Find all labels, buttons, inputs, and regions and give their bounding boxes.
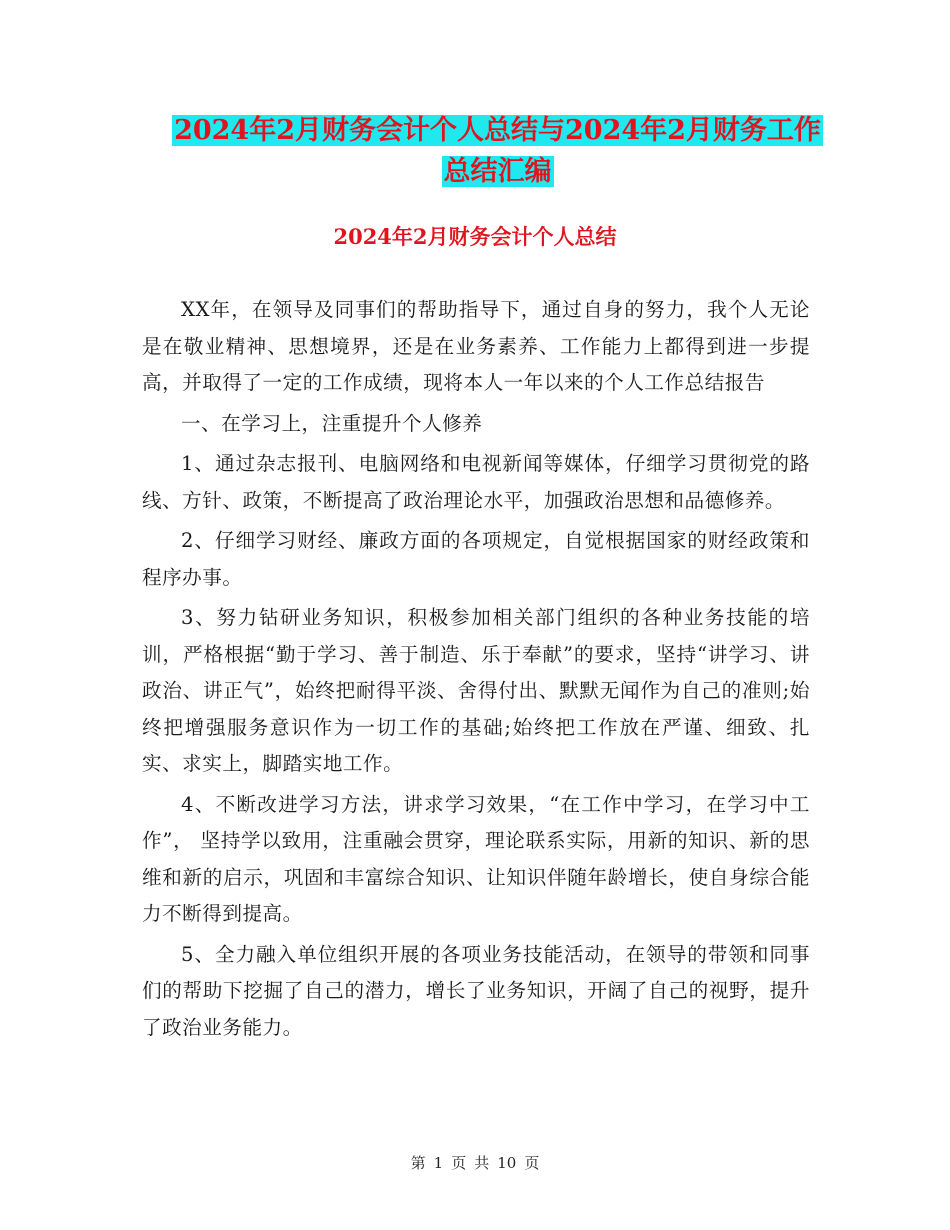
- title-line-1: 2024年2月财务会计个人总结与2024年2月财务工作: [174, 115, 821, 146]
- document-body: [142, 292, 810, 1050]
- paragraph-intro: XX年，在领导及同事们的帮助指导下，通过自身的努力，我个人无论是在敬业精神、思想境界，还是在业务素养、工作能力上都得到进一步提高，并取得了一定的工作成绩，现将本人一年以来的个人工作总结报告: [142, 298, 810, 394]
- footer-total-pages: 10: [497, 1154, 517, 1172]
- page-footer: [0, 1152, 950, 1173]
- paragraph-item-1: 1、通过杂志报刊、电脑网络和电视新闻等媒体，仔细学习贯彻党的路线、方针、政策，不断提高了政治理论水平，加强政治思想和品德修养。: [142, 452, 810, 512]
- footer-label-total: 共: [474, 1154, 490, 1172]
- title-line-2: 总结汇编: [443, 156, 552, 187]
- footer-label-of: 页: [451, 1154, 467, 1172]
- paragraph-item-3: 3、努力钻研业务知识，积极参加相关部门组织的各种业务技能的培训，严格根据“勤于学习、善于制造、乐于奉献”的要求，坚持“讲学习、讲政治、讲正气”，始终把耐得平淡、舍得付出、默默无闻作为自己的准则;始终把增强服务意识作为一切工作的基础;始终把工作放在严谨、细致、扎实、求实上，脚踏实地工作。: [142, 606, 810, 775]
- footer-current-page: 1: [433, 1154, 444, 1172]
- paragraph-item-4: 4、不断改进学习方法，讲求学习效果，“在工作中学习，在学习中工作”， 坚持学以致用，注重融会贯穿，理论联系实际，用新的知识、新的思维和新的启示，巩固和丰富综合知识、让知识伴随年龄增长，使自身综合能力不断得到提高。: [142, 792, 810, 925]
- paragraph-item-5: 5、全力融入单位组织开展的各项业务技能活动，在领导的带领和同事们的帮助下挖掘了自己的潜力，增长了业务知识，开阔了自己的视野，提升了政治业务能力。: [142, 942, 810, 1039]
- paragraph-item-2: 2、仔细学习财经、廉政方面的各项规定，自觉根据国家的财经政策和程序办事。: [142, 529, 810, 589]
- footer-label-page: 第: [410, 1154, 426, 1172]
- paragraph-heading-1: 一、在学习上，注重提升个人修养: [181, 411, 483, 435]
- document-title: [140, 110, 855, 192]
- section-title: 2024年2月财务会计个人总结: [333, 224, 617, 249]
- footer-label-end: 页: [524, 1154, 540, 1172]
